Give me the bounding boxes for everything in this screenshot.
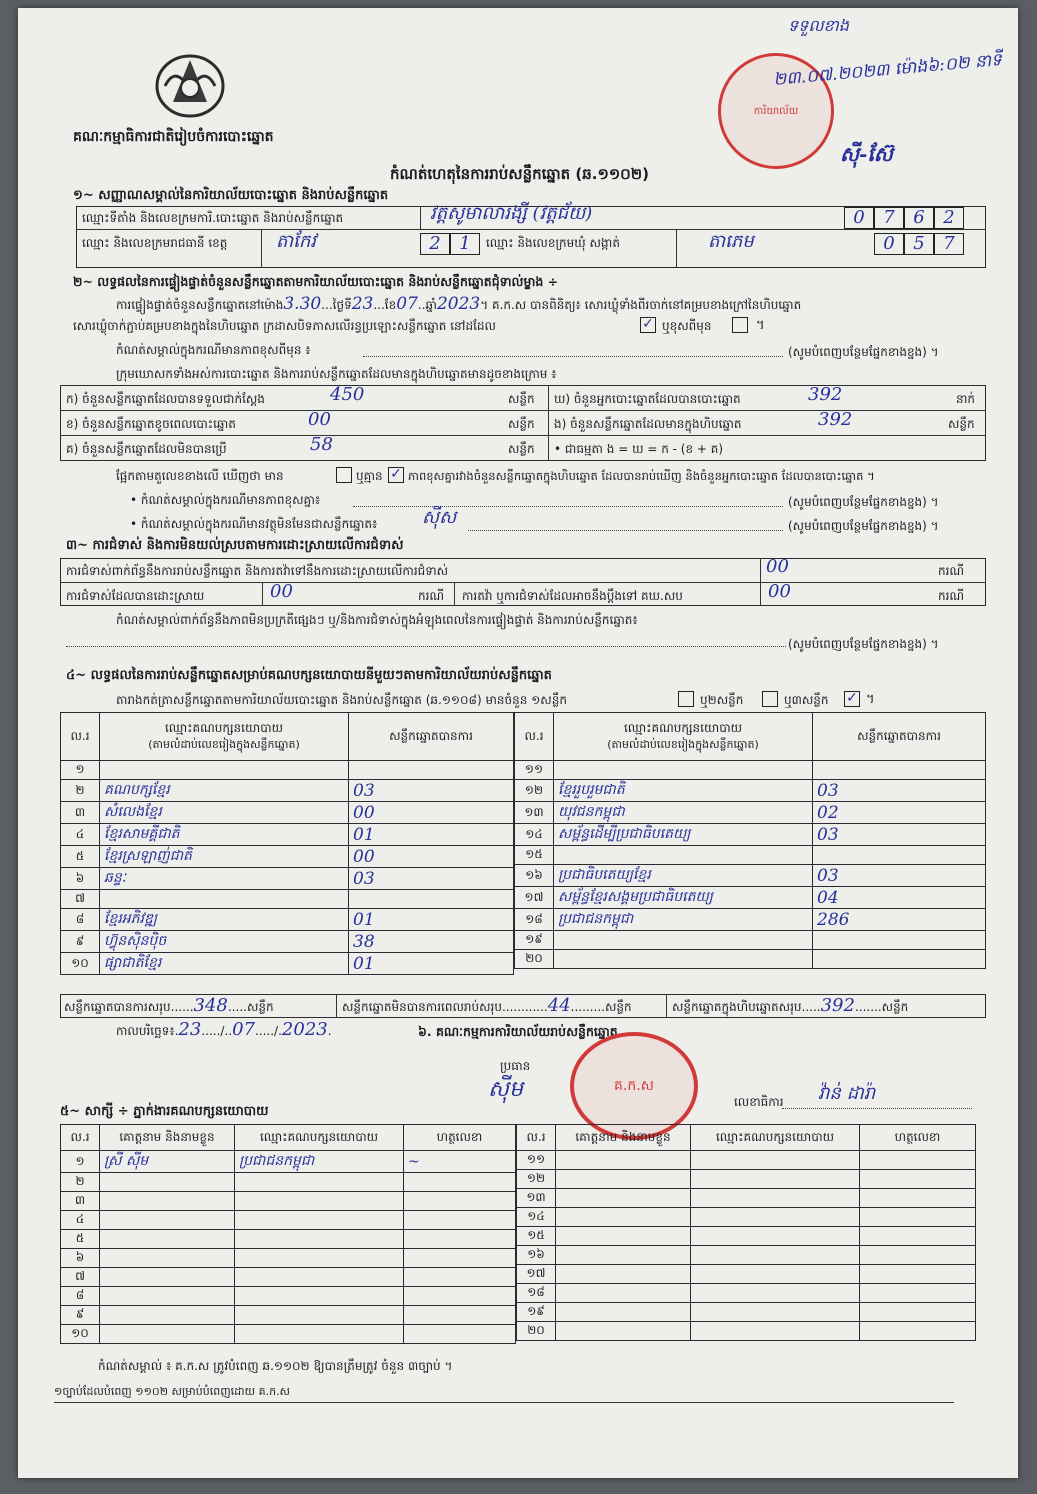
witness-row bbox=[61, 1287, 516, 1306]
objections-label: ការជំទាស់ពាក់ព័ន្ធនឹងការរាប់សន្លឹកឆ្នោត និងការតវ៉ាទៅនឹងការដោះស្រាយលើការជំទាស់ bbox=[66, 564, 449, 578]
row-number: ១៣ bbox=[517, 1189, 556, 1208]
results-table-right: ល.រ ឈ្មោះគណបក្សនយោបាយ (តាមលំដាប់លេខរៀងក្នុងសន្លឹកឆ្នោត) សន្លឹកឆ្នោតបានការ ១១ ១២ ខ្មែររួបរួមជាតិ 03 ១៣ យុវជនកម្ពុជា 02 ១៤ សម្ព័ន្ធដើម្បីប្រជាធិបតេយ្យ 03 ១៥ ១៦ ប្រជាធិបតេយ្យខ្មែរ 03 ១៧ សម្ព័ន្ធខ្មែរសង្គមប្រជាធិបតេយ្យ 04 ១៨ ប្រជាជនកម្ពុជា 286 ១៩ ២០ bbox=[514, 712, 986, 969]
witness-party bbox=[235, 1268, 404, 1287]
witness-row bbox=[517, 1322, 976, 1341]
witness-party bbox=[691, 1246, 860, 1265]
witness-name bbox=[100, 1230, 235, 1249]
party-votes bbox=[813, 846, 986, 865]
secretary-label: លេខាធិការ bbox=[734, 1095, 784, 1109]
witness-row bbox=[61, 1192, 516, 1211]
witness-signature bbox=[860, 1151, 976, 1170]
row-number: ២ bbox=[61, 780, 100, 802]
changed-checkbox[interactable] bbox=[732, 317, 748, 333]
row-number: ១៥ bbox=[515, 846, 554, 865]
witness-signature bbox=[860, 1303, 976, 1322]
row-number: ២០ bbox=[515, 950, 554, 969]
party-votes: 04 bbox=[813, 887, 986, 909]
witness-table-left: ល.រ គោត្តនាម និងនាមខ្លួន ឈ្មោះគណបក្សនយោបាយ ហត្ថលេខា ១ ស្រី ស៊ីម ប្រជាជនកម្ពុជា ~ ២ ៣ ៤ ៥ ៦ ៧ ៨ ៩ ១០ bbox=[60, 1124, 516, 1344]
row-number: ៨ bbox=[61, 909, 100, 931]
row-number: ១៧ bbox=[515, 887, 554, 909]
party-votes: 00 bbox=[349, 846, 514, 868]
discrepancy-line: ផ្អែកតាមតួលេខខាងលើ ឃើញថា មាន bbox=[116, 469, 284, 483]
witness-row bbox=[517, 1227, 976, 1246]
witness-signature bbox=[860, 1227, 976, 1246]
three-sheets-checkbox[interactable]: ✓ bbox=[844, 691, 860, 707]
party-votes: 01 bbox=[349, 953, 514, 975]
row-number: ៦ bbox=[61, 1249, 100, 1268]
unchanged-checkbox[interactable]: ✓ bbox=[640, 317, 656, 333]
party-result-row bbox=[61, 931, 514, 953]
verification-line-2: សោរឃ្លុំចាក់ភ្ជាប់គម្របខាងក្នុងនៃហិបឆ្នោត ក្រដាសបិទភាសលើរន្ធប្រឡោះសន្លឹកឆ្នោត នៅដដែល bbox=[73, 319, 496, 333]
party-votes: 02 bbox=[813, 802, 986, 824]
commune-label: ឈ្មោះ និងលេខក្រមឃុំ សង្កាត់ bbox=[486, 236, 620, 250]
witness-party bbox=[691, 1151, 860, 1170]
commune-value: តាភេម bbox=[708, 231, 754, 252]
row-number: ១៨ bbox=[517, 1284, 556, 1303]
one-sheet-checkbox[interactable] bbox=[678, 691, 694, 707]
foreign-object-field[interactable] bbox=[468, 530, 783, 531]
row-number: ១៧ bbox=[517, 1265, 556, 1284]
row-number: ៩ bbox=[61, 931, 100, 953]
party-result-row bbox=[515, 865, 986, 887]
witness-table-right: ល.រ គោត្តនាម និងនាមខ្លួន ឈ្មោះគណបក្សនយោបាយ ហត្ថលេខា ១១ ១២ ១៣ ១៤ ១៥ ១៦ ១៧ ១៨ ១៩ ២០ bbox=[516, 1124, 976, 1341]
appeal-value: 00 bbox=[768, 581, 791, 602]
row-number: ៦ bbox=[61, 868, 100, 890]
party-result-row bbox=[61, 868, 514, 890]
section5-title: ៥~ សាក្សី ÷ ភ្នាក់ងារគណបក្សនយោបាយ bbox=[60, 1104, 269, 1119]
party-name bbox=[554, 950, 813, 969]
witness-name bbox=[100, 1325, 235, 1344]
witness-row bbox=[517, 1208, 976, 1227]
witness-party bbox=[235, 1249, 404, 1268]
witness-name bbox=[100, 1249, 235, 1268]
witness-signature bbox=[860, 1170, 976, 1189]
party-result-row bbox=[61, 780, 514, 802]
witness-row bbox=[517, 1151, 976, 1170]
row-number: ១៣ bbox=[515, 802, 554, 824]
row-number: ១១ bbox=[517, 1151, 556, 1170]
handwritten-signer-name: ស៊ី-ស៊ែ bbox=[840, 142, 893, 166]
witness-party bbox=[235, 1230, 404, 1249]
discrepancy-note-label: • កំណត់សម្គាល់ក្នុងករណីមានភាពខុសគ្នា៖ bbox=[130, 493, 321, 507]
witness-row bbox=[517, 1246, 976, 1265]
witness-name bbox=[556, 1170, 691, 1189]
party-votes: 01 bbox=[349, 909, 514, 931]
party-votes: 01 bbox=[349, 824, 514, 846]
witness-party bbox=[235, 1211, 404, 1230]
committee-signature-label: ៦. គណៈកម្មការការិយាល័យរាប់សន្លឹកឆ្នោត bbox=[418, 1024, 618, 1039]
witness-party bbox=[691, 1227, 860, 1246]
witness-name: ស្រី ស៊ីម bbox=[100, 1151, 235, 1173]
witness-signature bbox=[860, 1208, 976, 1227]
witness-signature bbox=[404, 1325, 516, 1344]
witness-row bbox=[517, 1303, 976, 1322]
party-result-row bbox=[515, 887, 986, 909]
witness-signature bbox=[860, 1322, 976, 1341]
total-box-value: 392 bbox=[820, 995, 855, 1016]
verification-line-1: ការផ្ទៀងផ្ទាត់ចំនួនសន្លឹកឆ្នោតនៅម៉ោង3.30...ថ្ងៃទី23...ខែ07..ឆ្នាំ2023។ គ.ក.ស បានពិនិត្យ៖ សោរឃ្លុំទាំងពីរចាក់នៅគម្របខាងក្រៅនៃហិបឆ្នោត bbox=[116, 294, 802, 314]
witness-name bbox=[556, 1208, 691, 1227]
party-votes bbox=[813, 931, 986, 950]
row-number: ៧ bbox=[61, 890, 100, 909]
party-name: សម្ព័ន្ធដើម្បីប្រជាធិបតេយ្យ bbox=[554, 824, 813, 846]
witness-name bbox=[100, 1268, 235, 1287]
party-name bbox=[100, 890, 349, 909]
witness-signature bbox=[860, 1189, 976, 1208]
party-votes: 03 bbox=[813, 865, 986, 887]
witness-signature bbox=[404, 1230, 516, 1249]
party-name bbox=[554, 761, 813, 780]
party-result-row bbox=[61, 846, 514, 868]
irregularities-note-field[interactable] bbox=[66, 646, 786, 647]
section4-title: ៤~ លទ្ធផលនៃការរាប់សន្លឹកឆ្នោតសម្រាប់គណបក្សនយោបាយនីមួយៗតាមការិយាល័យរាប់សន្លឹកឆ្នោត bbox=[66, 668, 552, 683]
party-name: ខ្មែរសាមគ្គីជាតិ bbox=[100, 824, 349, 846]
row-number: ១៦ bbox=[515, 865, 554, 887]
total-invalid-value: 44 bbox=[547, 995, 571, 1016]
witness-signature bbox=[860, 1265, 976, 1284]
discrepancy-no-checkbox[interactable]: ✓ bbox=[388, 467, 404, 483]
witness-signature bbox=[404, 1173, 516, 1192]
foreign-object-value: ស៊ីស bbox=[422, 507, 457, 528]
party-name: ប្រជាជនកម្ពុជា bbox=[554, 909, 813, 931]
party-result-row bbox=[515, 931, 986, 950]
party-result-row bbox=[515, 846, 986, 865]
witness-party bbox=[691, 1265, 860, 1284]
witness-party bbox=[691, 1208, 860, 1227]
witness-party: ប្រជាជនកម្ពុជា bbox=[235, 1151, 404, 1173]
fill-back-note-1: (សូមបំពេញបន្ថែមផ្នែកខាងខ្នង) ។ bbox=[788, 345, 939, 359]
witness-signature bbox=[404, 1306, 516, 1325]
row-number: ១៤ bbox=[517, 1208, 556, 1227]
witness-signature bbox=[404, 1287, 516, 1306]
results-table-left: ល.រ ឈ្មោះគណបក្សនយោបាយ (តាមលំដាប់លេខរៀងក្នុងសន្លឹកឆ្នោត) សន្លឹកឆ្នោតបានការ ១ ២ គណបក្សខ្មែរ 03 ៣ សំលេងខ្មែរ 00 ៤ ខ្មែរសាមគ្គីជាតិ 01 ៥ ខ្មែរស្រឡាញ់ជាតិ 00 ៦ ឆន្ទៈ 03 ៧ ៨ ខ្មែរអភិវឌ្ឍ 01 ៩ ហ៊្វុនស៊ិនប៉ិច 38 ១០ ផ្សាជាតិខ្មែរ 01 bbox=[60, 712, 514, 975]
appeal-label: ការតវ៉ា ឬការជំទាស់ដែលអាចនឹងប្តឹងទៅ គឃ.សប bbox=[462, 589, 683, 603]
official-stamp-top: ការិយាល័យ bbox=[718, 53, 834, 169]
party-result-row bbox=[515, 909, 986, 931]
irregularities-note-label: កំណត់សម្គាល់ពាក់ព័ន្ធនឹងភាពមិនប្រក្រតីផ្សេងៗ ឬ/និងការជំទាស់ក្នុងអំឡុងពេលនៃការផ្ទៀងផ្ទាត់ និងការរាប់សន្លឹកឆ្នោត៖ bbox=[116, 613, 638, 627]
witness-name bbox=[556, 1303, 691, 1322]
witness-row bbox=[517, 1170, 976, 1189]
difference-note-field[interactable] bbox=[363, 356, 783, 357]
party-name: ប្រជាធិបតេយ្យខ្មែរ bbox=[554, 865, 813, 887]
party-result-row bbox=[515, 780, 986, 802]
party-votes: 03 bbox=[813, 780, 986, 802]
official-stamp-bottom: គ.ក.ស bbox=[570, 1032, 698, 1140]
witness-row bbox=[61, 1325, 516, 1344]
row-number: ១២ bbox=[517, 1170, 556, 1189]
row-number: ៨ bbox=[61, 1287, 100, 1306]
witness-name bbox=[100, 1287, 235, 1306]
witness-name bbox=[100, 1211, 235, 1230]
witness-row bbox=[517, 1284, 976, 1303]
witness-row bbox=[61, 1249, 516, 1268]
document-sheet: គណៈកម្មាធិការជាតិរៀបចំការបោះឆ្នោត ការិយាល័យ ទទួលខាង ២៣.០៧.២០២៣ ម៉ោង៦:០២ នាទី ស៊ី-ស៊ែ កំណត់ហេតុនៃការរាប់សន្លឹកឆ្នោត (ឆ.១១០២) ១~ សញ្ញាណសម្គាល់នៃការិយាល័យបោះឆ្នោត និងរាប់សន្លឹកឆ្នោត ឈ្មោះទីតាំង និងលេខក្រមការិ.បោះឆ្នោត និងរាប់សន្លឹកឆ្នោត វត្តសូមាលារង្សី (វត្តជ័យ) 0 7 6 2 ឈ្មោះ និងលេខក្រមរាជធានី ខេត្ត តាកែវ 2 1 ឈ្មោះ និងលេខក្រមឃុំ សង្កាត់ តាភេម 0 5 7 ២~ លទ្ធផលនៃការផ្ទៀងផ្ទាត់ចំនួនសន្លឹកឆ្នោតតាមការិយាល័យបោះឆ្នោត និងរាប់សន្លឹកឆ្នោតជុំទាល់ម្ខាង ÷ ការផ្ទៀងផ្ទាត់ចំនួនសន្លឹកឆ្នោតនៅម៉ោង3.30...ថ្ងៃទី23...ខែ07..ឆ្នាំ2023។ គ.ក.ស បានពិនិត្យ៖ សោរឃ្លុំទាំងពីរចាក់នៅគម្របខាងក្រៅនៃហិបឆ្នោត សោរឃ្លុំចាក់ភ្ជាប់គម្របខាងក្នុងនៃហិបឆ្នោត ក្រដាសបិទភាសលើរន្ធប្រឡោះសន្លឹកឆ្នោត នៅដដែល ✓ ឬខុសពីមុន ។ កំណត់សម្គាល់ក្នុងករណីមានភាពខុសពីមុន ៖ (សូមបំពេញបន្ថែមផ្នែកខាងខ្នង) ។ ក្រុមឃោសកទាំងអស់ការបោះឆ្នោត និងការរាប់សន្លឹកឆ្នោតដែលមានក្នុងហិបឆ្នោតមានដូចខាងក្រោម ៖ ក) ចំនួនសន្លឹកឆ្នោតដែលបានទទួលជាក់ស្តែង 450 សន្លឹក ឃ) ចំនួនអ្នកបោះឆ្នោតដែលបានបោះឆ្នោត 392 នាក់ ខ) ចំនួនសន្លឹកឆ្នោតខូចពេលបោះឆ្នោត 00 សន្លឹក ង) ចំនួនសន្លឹកឆ្នោតដែលមានក្នុងហិបឆ្នោត 392 សន្លឹក គ) ចំនួនសន្លឹកឆ្នោតដែលមិនបានប្រើ 58 សន្លឹក • ជាធម្មតា ង = ឃ = ក - (ខ + គ) ផ្អែកតាមតួលេខខាងលើ ឃើញថា មាន ឬគ្មាន ✓ ភាពខុសគ្នារវាងចំនួនសន្លឹកឆ្នោតក្នុងហិបឆ្នោត ដែលបានរាប់ឃើញ និងចំនួនអ្នកបោះឆ្នោត ដែលបានបោះឆ្នោត ។ • កំណត់សម្គាល់ក្នុងករណីមានភាពខុសគ្នា៖ (សូមបំពេញបន្ថែមផ្នែកខាងខ្នង) ។ • កំណត់សម្គាល់ក្នុងករណីមានវត្ថុមិនមែនជាសន្លឹកឆ្នោត៖ ស៊ីស (សូមបំពេញបន្ថែមផ្នែកខាងខ្នង) ។ ៣~ ការជំទាស់ និងការមិនយល់ស្របតាមការដោះស្រាយលើការជំទាស់ ការជំទាស់ពាក់ព័ន្ធនឹងការរាប់សន្លឹកឆ្នោត និងការតវ៉ាទៅនឹងការដោះស្រាយលើការជំទាស់ 00 ករណី ការជំទាស់ដែលបានដោះស្រាយ 00 ករណី ការតវ៉ា ឬការជំទាស់ដែលអាចនឹងប្តឹងទៅ គឃ.សប 00 ករណី កំណត់សម្គាល់ពាក់ព័ន្ធនឹងភាពមិនប្រក្រតីផ្សេងៗ ឬ/និងការជំទាស់ក្នុងអំឡុងពេលនៃការផ្ទៀងផ្ទាត់ និងការរាប់សន្លឹកឆ្នោត៖ (សូមបំពេញបន្ថែមផ្នែកខាងខ្នង) ។ ៤~ លទ្ធផលនៃការរាប់សន្លឹកឆ្នោតសម្រាប់គណបក្សនយោបាយនីមួយៗតាមការិយាល័យរាប់សន្លឹកឆ្នោត តារាងកត់ត្រាសន្លឹកឆ្នោតតាមការិយាល័យបោះឆ្នោត និងរាប់សន្លឹកឆ្នោត (ឆ.១១០៨) មានចំនួន ១សន្លឹក ឬ២សន្លឹក ឬ៣សន្លឹក ✓ ។ ល.រ ឈ្មោះគណបក្សនយោបាយ (តាមលំដាប់លេខរៀងក្នុងសន្លឹកឆ្នោត) សន្លឹកឆ្នោតបានការ ១ ២ គណបក្សខ្មែរ 03 ៣ សំលេងខ្មែរ 00 ៤ ខ្មែរសាមគ្គីជាតិ 01 ៥ ខ្មែរស្រឡាញ់ជាតិ 00 ៦ ឆន្ទៈ 03 ៧ ៨ ខ្មែរអភិវឌ្ឍ 01 ៩ ហ៊្វុនស៊ិនប៉ិច 38 ១០ ផ្សាជាតិខ្មែរ 01 ល.រ ឈ្មោះគណបក្សនយោបាយ (តាមលំដាប់លេខរៀងក្នុងសន្លឹកឆ្នោត) សន្លឹកឆ្នោតបានការ ១១ ១២ ខ្មែររួបរួមជាតិ 03 ១៣ យុវជនកម្ពុជា 02 ១៤ សម្ព័ន្ធដើម្បីប្រជាធិបតេយ្យ 03 ១៥ ១៦ ប្រជាធិបតេយ្យខ្មែរ 03 ១៧ សម្ព័ន្ធខ្មែរសង្គមប្រជាធិបតេយ្យ 04 ១៨ ប្រជាជនកម្ពុជា 286 ១៩ ២០ សន្លឹកឆ្នោតបានការសរុប......348.....សន្លឹក សន្លឹកឆ្នោតមិនបានការពេលរាប់សរុប............44.........សន្លឹក សន្លឹកឆ្នោតក្នុងហិបឆ្នោតសរុប.....392.......សន្លឹក កាលបរិច្ឆេទ៖.23...../..07...../.2023. ៦. គណៈកម្មការការិយាល័យរាប់សន្លឹកឆ្នោត ប្រធាន ស៊ីម គ.ក.ស លេខាធិការ វ៉ាន់ ដារ៉ា ៥~ សាក្សី ÷ ភ្នាក់ងារគណបក្សនយោបាយ ល.រ គោត្តនាម និងនាមខ្លួន ឈ្មោះគណបក្សនយោបាយ ហត្ថលេខា ១ ស្រី ស៊ីម ប្រជាជនកម្ពុជា ~ ២ ៣ ៤ ៥ ៦ ៧ ៨ ៩ ១០ ល.រ គោត្តនាម និងនាមខ្លួន ឈ្មោះគណបក្សនយោបាយ ហត្ថលេខា ១១ ១២ ១៣ ១៤ ១៥ ១៦ ១៧ ១៨ ១៩ ២០ កំណត់សម្គាល់ ៖ គ.ក.ស ត្រូវបំពេញ ឆ.១១០២ ឱ្យបានត្រឹមត្រូវ ចំនួន ៣ច្បាប់ ។ ១ច្បាប់ដែលបំពេញ ១១០២ សម្រាប់បំពេញដោយ គ.ក.ស bbox=[18, 8, 1018, 1478]
witness-signature bbox=[860, 1284, 976, 1303]
witness-party bbox=[235, 1173, 404, 1192]
row-number: ១៥ bbox=[517, 1227, 556, 1246]
party-result-row bbox=[61, 890, 514, 909]
witness-row bbox=[517, 1265, 976, 1284]
witness-signature bbox=[404, 1249, 516, 1268]
witness-row bbox=[61, 1151, 516, 1173]
party-result-row bbox=[515, 802, 986, 824]
committee-name: គណៈកម្មាធិការជាតិរៀបចំការបោះឆ្នោត bbox=[73, 129, 274, 145]
row-number: ១៦ bbox=[517, 1246, 556, 1265]
witness-row bbox=[61, 1306, 516, 1325]
party-name: គណបក្សខ្មែរ bbox=[100, 780, 349, 802]
witness-name bbox=[556, 1189, 691, 1208]
witness-signature: ~ bbox=[404, 1151, 516, 1173]
party-votes: 00 bbox=[349, 802, 514, 824]
witness-party bbox=[691, 1170, 860, 1189]
polling-station-label: ឈ្មោះទីតាំង និងលេខក្រមការិ.បោះឆ្នោត និងរាប់សន្លឹកឆ្នោត bbox=[82, 211, 344, 225]
row-number: ១០ bbox=[61, 953, 100, 975]
witness-signature bbox=[860, 1246, 976, 1265]
party-votes bbox=[813, 761, 986, 780]
province-label: ឈ្មោះ និងលេខក្រមរាជធានី ខេត្ត bbox=[82, 236, 228, 250]
polling-station-value: វត្តសូមាលារង្សី (វត្តជ័យ) bbox=[430, 203, 593, 224]
witness-party bbox=[691, 1322, 860, 1341]
section2-title: ២~ លទ្ធផលនៃការផ្ទៀងផ្ទាត់ចំនួនសន្លឹកឆ្នោតតាមការិយាល័យបោះឆ្នោត និងរាប់សន្លឹកឆ្នោតជុំទាល់ម្ខាង ÷ bbox=[73, 274, 559, 289]
national-emblem-icon bbox=[153, 50, 227, 122]
witness-name bbox=[100, 1192, 235, 1211]
party-name: សម្ព័ន្ធខ្មែរសង្គមប្រជាធិបតេយ្យ bbox=[554, 887, 813, 909]
party-name: យុវជនកម្ពុជា bbox=[554, 802, 813, 824]
party-votes: 03 bbox=[813, 824, 986, 846]
row-number: ១ bbox=[61, 761, 100, 780]
witness-party bbox=[691, 1189, 860, 1208]
party-name bbox=[554, 846, 813, 865]
party-result-row bbox=[61, 824, 514, 846]
row-number: ៣ bbox=[61, 802, 100, 824]
party-result-row bbox=[61, 953, 514, 975]
witness-row bbox=[61, 1230, 516, 1249]
witness-row bbox=[517, 1189, 976, 1208]
row-number: ១៩ bbox=[517, 1303, 556, 1322]
witness-party bbox=[235, 1192, 404, 1211]
row-number: ៥ bbox=[61, 846, 100, 868]
witness-party bbox=[235, 1306, 404, 1325]
resolved-label: ការជំទាស់ដែលបានដោះស្រាយ bbox=[66, 589, 205, 603]
witness-signature bbox=[404, 1211, 516, 1230]
row-number: ១ bbox=[61, 1151, 100, 1173]
row-number: ៥ bbox=[61, 1230, 100, 1249]
witness-name bbox=[556, 1322, 691, 1341]
row-number: ៤ bbox=[61, 1211, 100, 1230]
row-number: ១២ bbox=[515, 780, 554, 802]
section1-title: ១~ សញ្ញាណសម្គាល់នៃការិយាល័យបោះឆ្នោត និងរាប់សន្លឹកឆ្នោត bbox=[73, 188, 389, 203]
party-result-row bbox=[515, 950, 986, 969]
witness-signature bbox=[404, 1268, 516, 1287]
footer-text: ១ច្បាប់ដែលបំពេញ ១១០២ សម្រាប់បំពេញដោយ គ.ក.ស bbox=[54, 1385, 291, 1398]
witness-row bbox=[61, 1268, 516, 1287]
witness-party bbox=[235, 1287, 404, 1306]
discrepancy-note-field[interactable] bbox=[353, 506, 783, 507]
party-name: ហ៊្វុនស៊ិនប៉ិច bbox=[100, 931, 349, 953]
party-result-row bbox=[515, 761, 986, 780]
witness-name bbox=[556, 1284, 691, 1303]
witness-name bbox=[556, 1227, 691, 1246]
row-number: ១១ bbox=[515, 761, 554, 780]
party-name: ខ្មែរស្រឡាញ់ជាតិ bbox=[100, 846, 349, 868]
witness-party bbox=[235, 1325, 404, 1344]
objections-value: 00 bbox=[766, 556, 789, 577]
witness-party bbox=[691, 1284, 860, 1303]
province-value: តាកែវ bbox=[276, 231, 316, 252]
row-number: ២ bbox=[61, 1173, 100, 1192]
counts-intro: ក្រុមឃោសកទាំងអស់ការបោះឆ្នោត និងការរាប់សន្លឹកឆ្នោតដែលមានក្នុងហិបឆ្នោតមានដូចខាងក្រោម ៖ bbox=[116, 367, 557, 381]
discrepancy-yes-checkbox[interactable] bbox=[336, 467, 352, 483]
row-number: ១០ bbox=[61, 1325, 100, 1344]
changed-label: ឬខុសពីមុន bbox=[662, 319, 712, 333]
party-votes: 03 bbox=[349, 868, 514, 890]
party-votes bbox=[813, 950, 986, 969]
chair-label: ប្រធាន bbox=[500, 1059, 531, 1073]
resolved-value: 00 bbox=[270, 581, 293, 602]
witness-name bbox=[100, 1306, 235, 1325]
date-line: កាលបរិច្ឆេទ៖.23...../..07...../.2023. bbox=[116, 1019, 332, 1040]
party-name: ឆន្ទៈ bbox=[100, 868, 349, 890]
party-result-row bbox=[61, 761, 514, 780]
witness-name bbox=[556, 1265, 691, 1284]
row-number: ១៨ bbox=[515, 909, 554, 931]
party-result-row bbox=[61, 802, 514, 824]
handwritten-top-note: ទទួលខាង bbox=[788, 16, 849, 35]
row-number: ៤ bbox=[61, 824, 100, 846]
party-name: ខ្មែររួបរួមជាតិ bbox=[554, 780, 813, 802]
witness-row bbox=[61, 1211, 516, 1230]
handwritten-receipt-datetime: ២៣.០៧.២០២៣ ម៉ោង៦:០២ នាទី bbox=[772, 50, 1003, 90]
party-name: ខ្មែរអភិវឌ្ឍ bbox=[100, 909, 349, 931]
witness-signature bbox=[404, 1192, 516, 1211]
witness-name bbox=[100, 1173, 235, 1192]
party-votes: 38 bbox=[349, 931, 514, 953]
party-result-row bbox=[515, 824, 986, 846]
secretary-signature: វ៉ាន់ ដារ៉ា bbox=[818, 1083, 876, 1104]
two-sheets-checkbox[interactable] bbox=[762, 691, 778, 707]
party-name: ផ្សាជាតិខ្មែរ bbox=[100, 953, 349, 975]
row-number: ១៤ bbox=[515, 824, 554, 846]
witness-name bbox=[556, 1151, 691, 1170]
section3-title: ៣~ ការជំទាស់ និងការមិនយល់ស្របតាមការដោះស្រាយលើការជំទាស់ bbox=[66, 538, 404, 553]
row-number: ២០ bbox=[517, 1322, 556, 1341]
row-number: ៣ bbox=[61, 1192, 100, 1211]
witness-row bbox=[61, 1173, 516, 1192]
form-title: កំណត់ហេតុនៃការរាប់សន្លឹកឆ្នោត (ឆ.១១០២) bbox=[390, 165, 650, 183]
row-number: ១៩ bbox=[515, 931, 554, 950]
witness-name bbox=[556, 1246, 691, 1265]
difference-note-label: កំណត់សម្គាល់ក្នុងករណីមានភាពខុសពីមុន ៖ bbox=[116, 343, 311, 357]
chair-signature: ស៊ីម bbox=[488, 1077, 523, 1102]
party-votes bbox=[349, 890, 514, 909]
party-name: សំលេងខ្មែរ bbox=[100, 802, 349, 824]
party-result-row bbox=[61, 909, 514, 931]
party-name bbox=[100, 761, 349, 780]
foreign-object-label: • កំណត់សម្គាល់ក្នុងករណីមានវត្ថុមិនមែនជាសន្លឹកឆ្នោត៖ bbox=[130, 517, 378, 531]
party-votes: 286 bbox=[813, 909, 986, 931]
witness-party bbox=[691, 1303, 860, 1322]
party-votes bbox=[349, 761, 514, 780]
footer-note: កំណត់សម្គាល់ ៖ គ.ក.ស ត្រូវបំពេញ ឆ.១១០២ ឱ្យបានត្រឹមត្រូវ ចំនួន ៣ច្បាប់ ។ bbox=[98, 1359, 453, 1373]
party-name bbox=[554, 931, 813, 950]
tally-sheet-count: តារាងកត់ត្រាសន្លឹកឆ្នោតតាមការិយាល័យបោះឆ្នោត និងរាប់សន្លឹកឆ្នោត (ឆ.១១០៨) មានចំនួន ១សន្លឹក bbox=[116, 693, 567, 707]
total-valid-value: 348 bbox=[193, 995, 228, 1016]
row-number: ៩ bbox=[61, 1306, 100, 1325]
row-number: ៧ bbox=[61, 1268, 100, 1287]
party-votes: 03 bbox=[349, 780, 514, 802]
